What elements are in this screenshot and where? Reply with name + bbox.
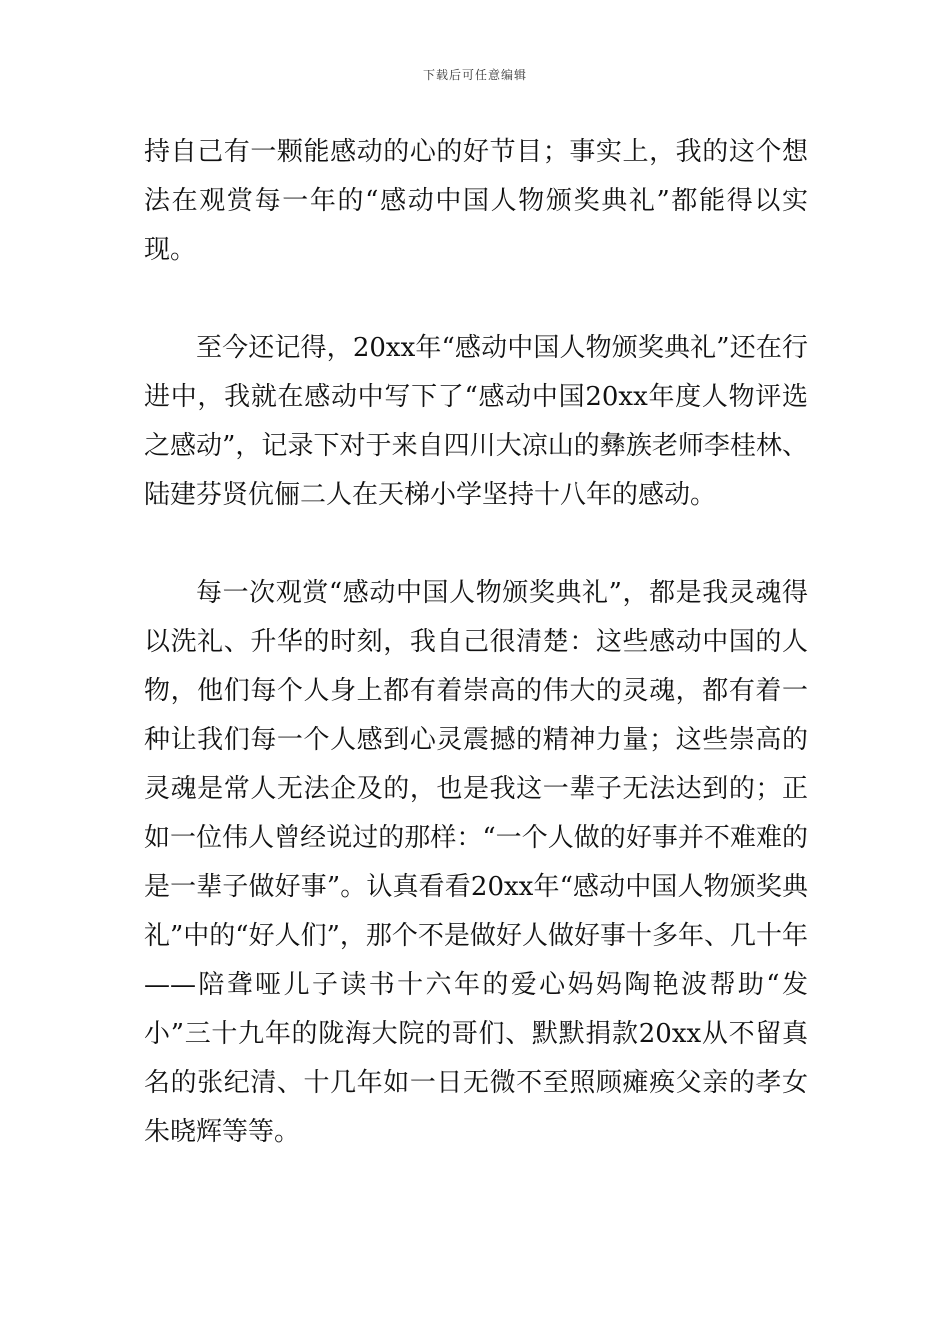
paragraph-1: 持自己有一颗能感动的心的好节目；事实上，我的这个想法在观赏每一年的“感动中国人物颁奖典礼”都能得以实现。: [144, 137, 808, 265]
paragraph-2: 至今还记得，20xx年“感动中国人物颁奖典礼”还在行进中，我就在感动中写下了“感动中国20xx年度人物评选之感动”，记录下对于来自四川大凉山的彝族老师李桂林、陆建芬贤伉俪二人在天梯小学坚持十八年的感动。: [144, 333, 808, 510]
header-note: 下载后可任意编辑: [422, 68, 527, 82]
paragraph-3: 每一次观赏“感动中国人物颁奖典礼”，都是我灵魂得以洗礼、升华的时刻，我自己很清楚：这些感动中国的人物，他们每个人身上都有着崇高的伟大的灵魂，都有着一种让我们每一个人感到心灵震撼的精神力量；这些崇高的灵魂是常人无法企及的，也是我这一辈子无法达到的；正如一位伟人曾经说过的那样：“一个人做的好事并不难难的是一辈子做好事”。认真看看20xx年“感动中国人物颁奖典礼”中的“好人们”，那个不是做好人做好事十多年、几十年——陪聋哑儿子读书十六年的爱心妈妈陶艳波帮助“发小”三十九年的陇海大院的哥们、默默捐款20xx从不留真名的张纪清、十几年如一日无微不至照顾瘫痪父亲的孝女朱晓辉等等。: [144, 578, 808, 1147]
document-body: [144, 128, 808, 1157]
